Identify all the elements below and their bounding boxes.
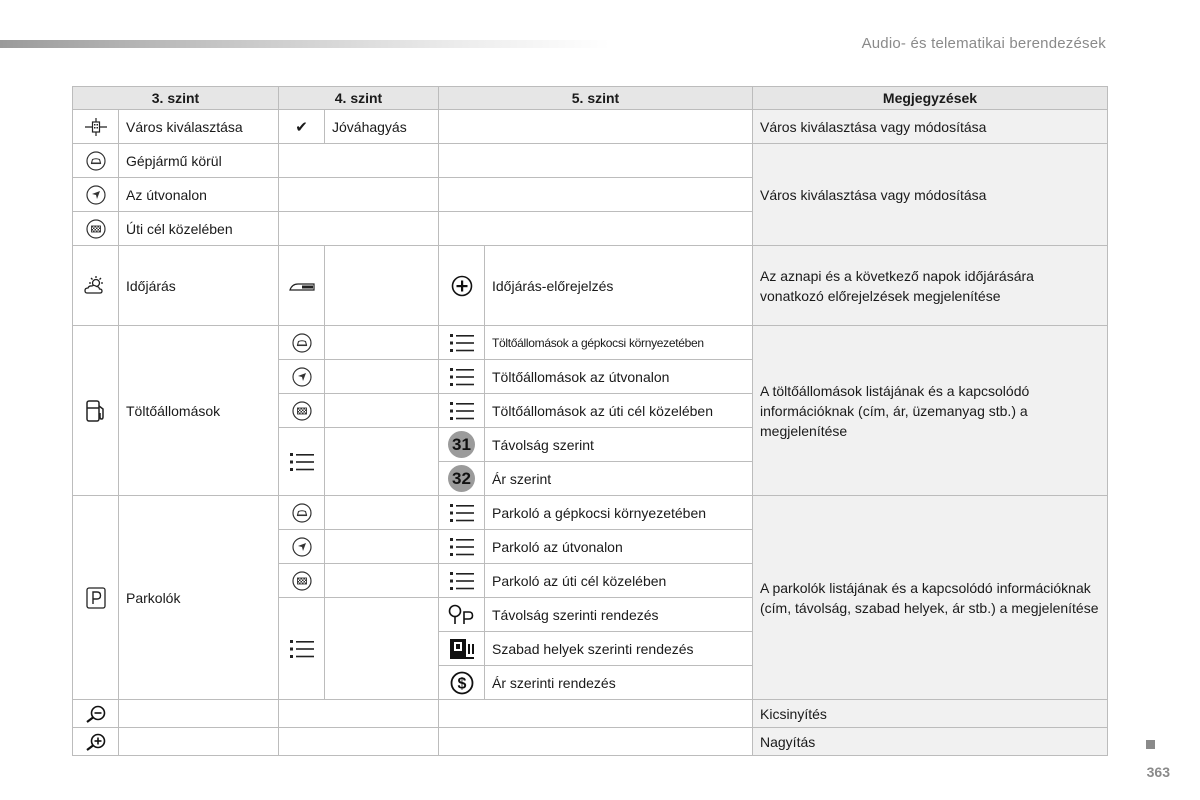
zoom-out-icon — [85, 705, 107, 723]
table-row — [73, 246, 1108, 326]
empty-cell — [325, 598, 439, 700]
empty-cell — [119, 700, 279, 728]
icon-cell — [73, 728, 119, 756]
icon-cell — [279, 598, 325, 700]
empty-cell — [325, 564, 439, 598]
navigation-menu-table — [72, 86, 1108, 756]
svg-text:$: $ — [457, 675, 466, 692]
fuel-pump-icon — [85, 399, 107, 423]
empty-cell — [439, 212, 753, 246]
empty-cell — [119, 728, 279, 756]
table-row — [73, 728, 1108, 756]
list-icon — [450, 503, 474, 523]
header-decor-bar — [0, 40, 610, 48]
icon-cell — [439, 598, 485, 632]
car-around-icon — [292, 333, 312, 353]
level5-parking-sort-price: Ár szerinti rendezés — [485, 666, 753, 700]
icon-cell — [279, 246, 325, 326]
level4-confirm: Jóváhagyás — [325, 110, 439, 144]
icon-cell — [73, 212, 119, 246]
plus-circle-icon — [451, 275, 473, 297]
level5-fuel-near-destination: Töltőállomások az úti cél közelében — [485, 394, 753, 428]
note-weather: Az aznapi és a következő napok időjárására vonatkozó előrejelzések megjelenítése — [753, 246, 1108, 326]
icon-cell — [439, 666, 485, 700]
note-zoom-out: Kicsinyítés — [753, 700, 1108, 728]
zoom-in-icon — [85, 733, 107, 751]
icon-cell — [279, 530, 325, 564]
empty-cell — [279, 144, 439, 178]
free-places-icon — [449, 638, 475, 660]
note-city-select: Város kiválasztása vagy módosítása — [753, 110, 1108, 144]
icon-cell — [439, 530, 485, 564]
icon-cell — [279, 326, 325, 360]
empty-cell — [439, 728, 753, 756]
level5-fuel-on-route: Töltőállomások az útvonalon — [485, 360, 753, 394]
level3-city-select: Város kiválasztása — [119, 110, 279, 144]
page-header-title: Audio- és telematikai berendezések — [861, 35, 1106, 52]
list-icon — [450, 333, 474, 353]
icon-cell — [439, 462, 485, 496]
car-around-icon — [292, 503, 312, 523]
list-icon — [290, 639, 314, 659]
check-icon: ✔ — [295, 118, 308, 136]
icon-cell — [73, 326, 119, 496]
icon-cell — [439, 632, 485, 666]
level5-fuel-around-vehicle: Töltőállomások a gépkocsi környezetében — [485, 326, 753, 360]
level5-parking-around-vehicle: Parkoló a gépkocsi környezetében — [485, 496, 753, 530]
empty-cell — [439, 178, 753, 212]
route-icon — [292, 367, 312, 387]
icon-cell — [279, 564, 325, 598]
icon-cell — [279, 428, 325, 496]
list-icon — [450, 367, 474, 387]
parking-icon — [86, 587, 106, 609]
table-row — [73, 326, 1108, 360]
page-number: 363 — [1146, 764, 1170, 780]
level3-around-vehicle: Gépjármű körül — [119, 144, 279, 178]
sort-31-icon: 31 — [448, 431, 475, 458]
empty-cell — [439, 110, 753, 144]
gauge-icon — [289, 282, 315, 292]
icon-cell — [439, 246, 485, 326]
icon-cell — [439, 496, 485, 530]
sort-32-icon: 32 — [448, 465, 475, 492]
icon-cell — [73, 110, 119, 144]
level3-parking: Parkolók — [119, 496, 279, 700]
level5-parking-sort-free-places: Szabad helyek szerinti rendezés — [485, 632, 753, 666]
empty-cell — [325, 394, 439, 428]
empty-cell — [279, 728, 439, 756]
header-level-3: 3. szint — [73, 87, 279, 110]
city-select-icon — [85, 118, 107, 136]
list-icon — [290, 452, 314, 472]
level3-weather: Időjárás — [119, 246, 279, 326]
empty-cell — [279, 212, 439, 246]
icon-cell — [439, 428, 485, 462]
header-level-4: 4. szint — [279, 87, 439, 110]
empty-cell — [439, 144, 753, 178]
empty-cell — [325, 496, 439, 530]
table-header-row — [73, 87, 1108, 110]
icon-cell — [279, 394, 325, 428]
distance-sort-icon — [448, 604, 476, 626]
icon-cell — [73, 178, 119, 212]
car-around-icon — [86, 151, 106, 171]
table-row — [73, 144, 1108, 178]
list-icon — [450, 401, 474, 421]
icon-cell — [73, 144, 119, 178]
destination-flag-icon — [292, 571, 312, 591]
empty-cell — [279, 178, 439, 212]
destination-flag-icon — [292, 401, 312, 421]
icon-cell — [279, 110, 325, 144]
page-marker-square — [1146, 740, 1155, 749]
empty-cell — [325, 530, 439, 564]
level3-fuel-stations: Töltőállomások — [119, 326, 279, 496]
icon-cell — [439, 360, 485, 394]
level5-parking-sort-distance: Távolság szerinti rendezés — [485, 598, 753, 632]
table-row — [73, 496, 1108, 530]
header-notes: Megjegyzések — [753, 87, 1108, 110]
destination-flag-icon — [86, 219, 106, 239]
level3-on-route: Az útvonalon — [119, 178, 279, 212]
icon-cell — [73, 496, 119, 700]
route-icon — [86, 185, 106, 205]
level5-parking-near-destination: Parkoló az úti cél közelében — [485, 564, 753, 598]
level3-near-destination: Úti cél közelében — [119, 212, 279, 246]
level5-parking-on-route: Parkoló az útvonalon — [485, 530, 753, 564]
route-icon — [292, 537, 312, 557]
empty-cell — [325, 428, 439, 496]
empty-cell — [439, 700, 753, 728]
level5-sort-by-distance: Távolság szerint — [485, 428, 753, 462]
empty-cell — [325, 246, 439, 326]
icon-cell — [439, 564, 485, 598]
icon-cell — [439, 394, 485, 428]
note-fuel-stations: A töltőállomások listájának és a kapcsolódó információknak (cím, ár, üzemanyag stb.) a megjelenítése — [753, 326, 1108, 496]
icon-cell — [439, 326, 485, 360]
note-zoom-in: Nagyítás — [753, 728, 1108, 756]
table-row — [73, 110, 1108, 144]
empty-cell — [325, 326, 439, 360]
note-parking: A parkolók listájának és a kapcsolódó információknak (cím, távolság, szabad helyek, ár stb.) a megjelenítése — [753, 496, 1108, 700]
empty-cell — [279, 700, 439, 728]
list-icon — [450, 537, 474, 557]
level5-weather-forecast: Időjárás-előrejelzés — [485, 246, 753, 326]
note-around: Város kiválasztása vagy módosítása — [753, 144, 1108, 246]
dollar-icon — [450, 671, 474, 695]
icon-cell — [73, 700, 119, 728]
table-row — [73, 700, 1108, 728]
icon-cell — [73, 246, 119, 326]
icon-cell — [279, 360, 325, 394]
list-icon — [450, 571, 474, 591]
weather-icon — [84, 276, 108, 296]
level5-sort-by-price: Ár szerint — [485, 462, 753, 496]
empty-cell — [325, 360, 439, 394]
header-level-5: 5. szint — [439, 87, 753, 110]
icon-cell — [279, 496, 325, 530]
